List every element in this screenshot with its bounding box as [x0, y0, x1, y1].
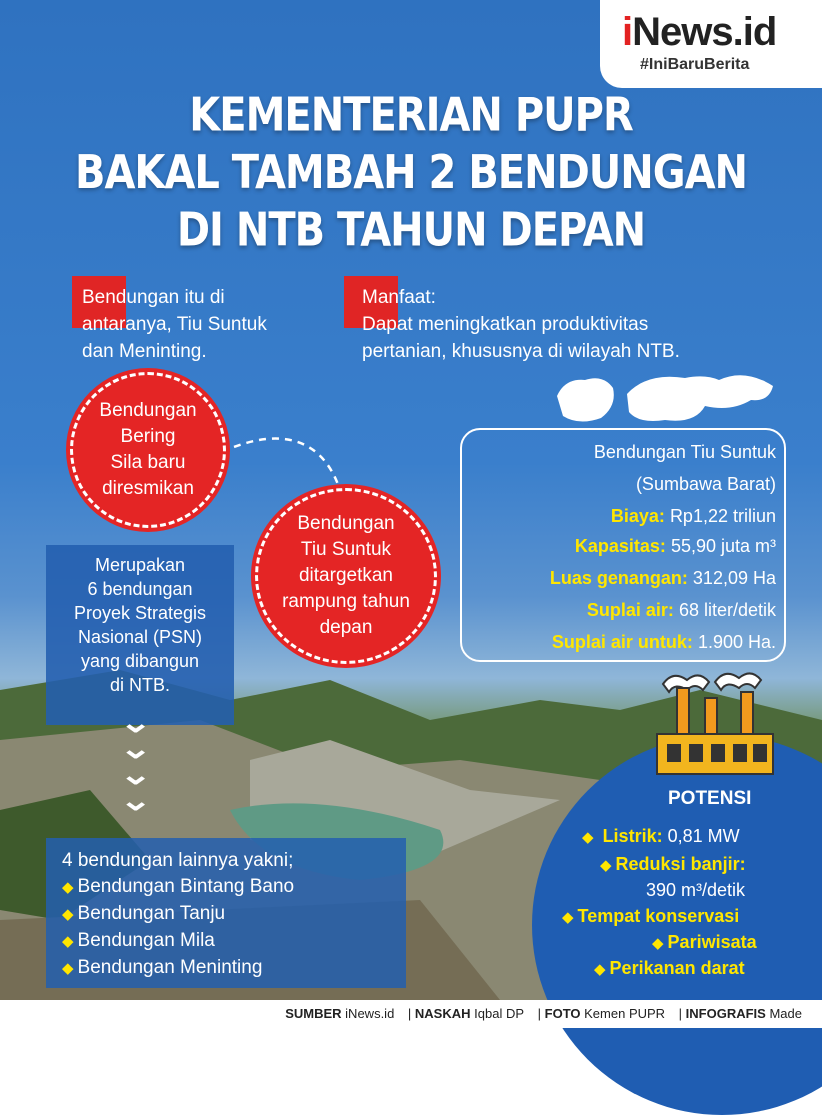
- potensi-label: Perikanan darat: [609, 958, 745, 978]
- other-dams-box: [46, 838, 406, 988]
- chevron-down-icon: ⌄: [119, 707, 153, 738]
- footer-label: SUMBER: [285, 1006, 342, 1021]
- info-row-biaya: [611, 506, 776, 527]
- note-left-line: dan Meninting.: [82, 341, 207, 362]
- footer-value: Iqbal DP: [474, 1006, 525, 1021]
- note-left-line: Bendungan itu di: [82, 287, 225, 308]
- psn-text: Merupakan: [94, 555, 186, 575]
- circle-text: rampung tahun: [282, 591, 410, 612]
- list-item-text: Bendungan Tanju: [77, 903, 226, 924]
- list-item: [62, 928, 406, 955]
- diamond-bullet-icon: ◆: [582, 829, 594, 846]
- info-value: 68 liter/detik: [678, 600, 776, 620]
- diamond-bullet-icon: ◆: [562, 909, 574, 926]
- info-label: Luas genangan:: [549, 568, 688, 588]
- info-row-suplai-untuk: [552, 632, 776, 653]
- potensi-banjir: [600, 854, 746, 875]
- list-item-text: Bendungan Mila: [77, 930, 215, 951]
- info-row-kapasitas: [575, 536, 776, 557]
- footer-credits: SUMBER iNews.id | NASKAH Iqbal DP | FOTO Kemen PUPR | INFOGRAFIS Made: [285, 1006, 822, 1021]
- potensi-value: 0,81 MW: [667, 826, 740, 846]
- info-value: 1.900 Ha.: [697, 632, 776, 652]
- tagline: #IniBaruBerita: [640, 56, 750, 73]
- logo-box: [600, 0, 822, 88]
- logo-prefix: i: [622, 10, 633, 54]
- info-title: Bendungan Tiu Suntuk: [593, 442, 776, 462]
- footer-value: iNews.id: [345, 1006, 395, 1021]
- footer-label: FOTO: [544, 1006, 581, 1021]
- circle-text: depan: [319, 617, 373, 638]
- potensi-label: Tempat konservasi: [577, 906, 740, 926]
- info-label: Suplai air:: [586, 600, 674, 620]
- info-value: 312,09 Ha: [692, 568, 776, 588]
- potensi-label: Listrik:: [602, 826, 663, 846]
- list-item: [62, 955, 406, 982]
- psn-text: Proyek Strategis: [73, 603, 207, 623]
- potensi-perikanan: [594, 958, 745, 979]
- potensi-konservasi: [562, 906, 739, 927]
- footer-value: Kemen PUPR: [584, 1006, 666, 1021]
- note-right-line: pertanian, khususnya di wilayah NTB.: [362, 341, 680, 362]
- list-item: [62, 901, 406, 928]
- diamond-bullet-icon: ◆: [600, 857, 612, 874]
- chevron-down-icon: ⌄: [119, 733, 153, 764]
- psn-text: yang dibangun: [80, 651, 200, 671]
- potensi-heading: POTENSI: [668, 788, 752, 809]
- potensi-pariwisata: [652, 932, 757, 953]
- page-title: [0, 87, 822, 260]
- diamond-bullet-icon: ◆: [594, 961, 606, 978]
- note-left: [82, 284, 267, 365]
- info-label: Suplai air untuk:: [551, 632, 693, 652]
- other-dams-heading: 4 bendungan lainnya yakni;: [62, 850, 294, 871]
- info-label: Biaya:: [610, 506, 665, 526]
- info-subtitle: (Sumbawa Barat): [635, 474, 776, 494]
- circle-text: ditargetkan: [298, 565, 393, 586]
- note-right-line: Dapat meningkatkan produktivitas: [362, 314, 649, 335]
- title-line-2: BAKAL TAMBAH 2 BENDUNGAN: [74, 146, 748, 200]
- circle-tiu-suntuk: [255, 488, 437, 664]
- ntb-map-icon: [555, 366, 777, 430]
- psn-text: Nasional (PSN): [77, 627, 203, 647]
- note-left-line: antaranya, Tiu Suntuk: [82, 314, 267, 335]
- diamond-bullet-icon: ◆: [652, 935, 664, 952]
- list-item-text: Bendungan Meninting: [77, 957, 263, 978]
- info-row-luas: [550, 568, 776, 589]
- diamond-bullet-icon: ◆: [62, 906, 74, 923]
- list-item: [62, 874, 406, 901]
- diamond-bullet-icon: ◆: [62, 960, 74, 977]
- circle-text: diresmikan: [102, 478, 194, 499]
- list-item-text: Bendungan Bintang Bano: [77, 876, 295, 897]
- info-row-suplai: [587, 600, 776, 621]
- potensi-label: Reduksi banjir:: [615, 854, 746, 874]
- psn-text: 6 bendungan: [87, 579, 193, 599]
- note-right: [362, 284, 680, 365]
- circle-text: Tiu Suntuk: [300, 539, 392, 560]
- info-value: 55,90 juta m³: [670, 536, 776, 556]
- footer-label: INFOGRAFIS: [685, 1006, 766, 1021]
- chevron-down-icon: ⌄: [119, 785, 153, 816]
- power-plant-icon: [655, 668, 775, 780]
- circle-text: Sila baru: [110, 452, 186, 473]
- info-label: Kapasitas:: [574, 536, 666, 556]
- footer-value: Made: [769, 1006, 802, 1021]
- footer-label: NASKAH: [414, 1006, 471, 1021]
- circle-text: Bendungan: [99, 400, 197, 421]
- diamond-bullet-icon: ◆: [62, 879, 74, 896]
- circle-text: Bendungan: [297, 513, 395, 534]
- circle-bering-sila: [70, 372, 226, 528]
- potensi-listrik: [582, 826, 740, 847]
- inews-logo[interactable]: [622, 10, 776, 55]
- chevron-down-icon: ⌄: [119, 759, 153, 790]
- diamond-bullet-icon: ◆: [62, 933, 74, 950]
- logo-text: News.id: [632, 10, 777, 54]
- psn-text: di NTB.: [109, 675, 170, 695]
- potensi-banjir-value: 390 m³/detik: [646, 880, 746, 900]
- info-value: Rp1,22 triliun: [669, 506, 776, 526]
- title-line-1: KEMENTERIAN PUPR: [189, 89, 633, 142]
- circle-text: Bering: [120, 426, 176, 447]
- psn-box: [46, 545, 234, 725]
- credits-footer: [0, 1000, 822, 1028]
- tiu-suntuk-info-box: [460, 428, 786, 662]
- potensi-label: Pariwisata: [667, 932, 757, 952]
- note-right-line: Manfaat:: [362, 287, 436, 308]
- title-line-3: DI NTB TAHUN DEPAN: [176, 204, 646, 257]
